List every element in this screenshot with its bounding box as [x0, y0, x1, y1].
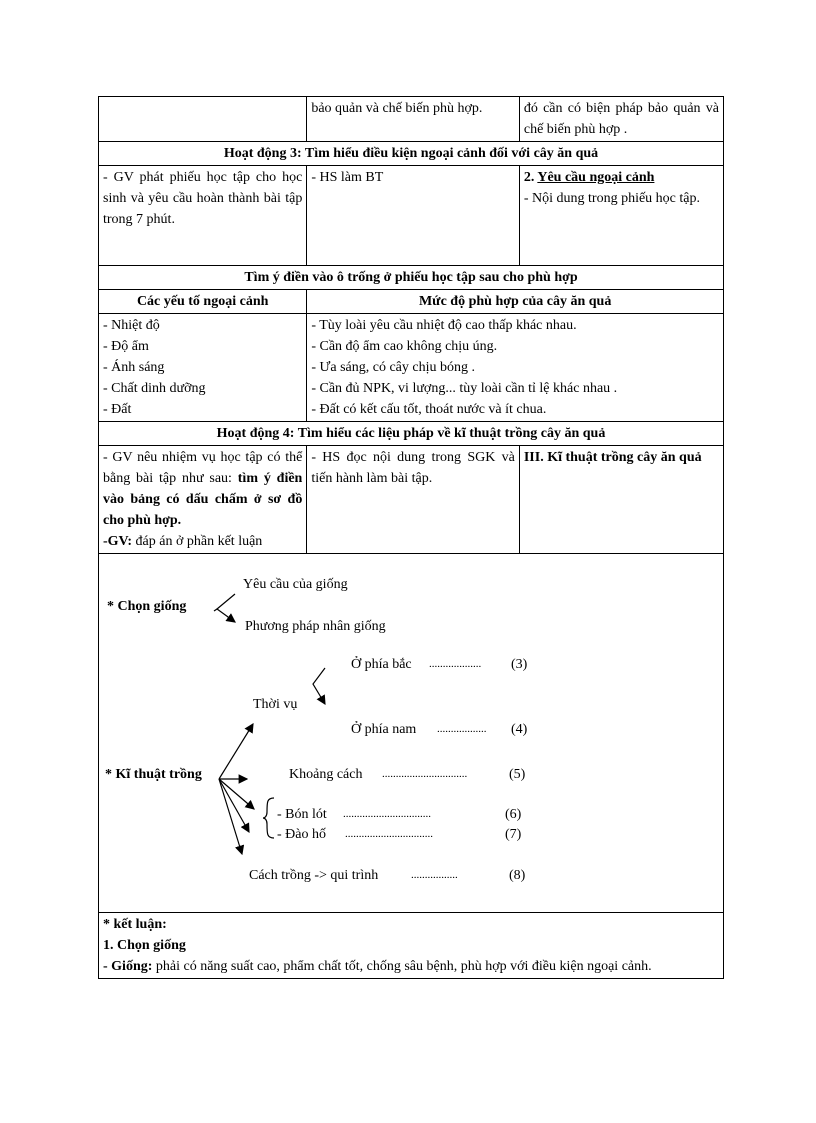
factor-item: - Chất dinh dưỡng: [103, 381, 206, 396]
phia-bac-label: Ở phía bắc: [351, 657, 412, 672]
level-item: - Đất có kết cấu tốt, thoát nước và ít chua.: [311, 402, 547, 417]
cach-trong-dots: .................: [411, 869, 458, 881]
ky-thuat-label: * Kĩ thuật trồng: [105, 767, 202, 782]
worksheet-col2-header: Mức độ phù hợp của cây ăn quả: [307, 290, 724, 314]
activity4-content-text: III. Kĩ thuật trồng cây ăn quả: [523, 450, 702, 465]
dao-ho-label: - Đào hố: [277, 827, 326, 842]
top-row-col2: bảo quản và chế biến phù hợp.: [307, 97, 520, 142]
conclusion-heading: * kết luận:: [103, 917, 167, 932]
factor-item: - Độ ẩm: [103, 339, 149, 354]
conclusion: [99, 913, 724, 979]
factor-item: - Đất: [103, 402, 132, 417]
activity3-content-text: - Nội dung trong phiếu học tập.: [523, 191, 700, 206]
thoi-vu-label: Thời vụ: [253, 697, 298, 712]
brace: [263, 798, 274, 838]
chon-giong-label: * Chọn giống: [107, 599, 187, 614]
activity4-teacher-bold: tìm ý điền vào bảng có dấu chấm ở sơ đồ cho phù hợp.: [103, 471, 303, 528]
activity3-teacher: - GV phát phiếu học tập cho học sinh và yêu cầu hoàn thành bài tập trong 7 phút.: [99, 166, 307, 266]
phia-bac-dots: ...................: [429, 658, 482, 670]
empty-cell: [99, 97, 307, 142]
phia-nam-number: (4): [511, 722, 528, 737]
table-row: [99, 97, 724, 142]
document-page: [98, 96, 724, 979]
worksheet-factors: [99, 314, 307, 422]
cach-trong-label: Cách trồng -> qui trình: [249, 868, 379, 883]
table-row: [99, 554, 724, 913]
activity3-title: Hoạt động 3: Tìm hiểu điều kiện ngoại cảnh đối với cây ăn quả: [99, 142, 724, 166]
level-item: - Tùy loài yêu cầu nhiệt độ cao thấp khác nhau.: [311, 318, 577, 333]
level-item: - Cần đủ NPK, vi lượng... tùy loài cần tỉ lệ khác nhau .: [311, 381, 618, 396]
table-row: [99, 913, 724, 979]
activity4-title: Hoạt động 4: Tìm hiểu các liệu pháp về kĩ thuật trồng cây ăn quả: [99, 422, 724, 446]
bon-lot-number: (6): [505, 807, 522, 822]
level-item: - Ưa sáng, có cây chịu bóng .: [311, 360, 475, 375]
worksheet-levels: [307, 314, 724, 422]
phia-nam-dots: ..................: [437, 723, 487, 735]
activity4-gv-text: đáp án ở phần kết luận: [135, 534, 263, 549]
table-row: [99, 314, 724, 422]
cach-trong-number: (8): [509, 868, 526, 883]
table-row: [99, 142, 724, 166]
bon-lot-label: - Bón lót: [277, 807, 327, 822]
worksheet-col1-header: Các yếu tố ngoại cảnh: [99, 290, 307, 314]
arrow: [219, 724, 253, 779]
table-row: [99, 266, 724, 290]
arrow: [219, 779, 242, 854]
top-row-col3: đó cần có biện pháp bảo quản và chế biến phù hợp .: [519, 97, 723, 142]
khoang-cach-dots: ...............................: [382, 768, 468, 780]
conclusion-text: - Giống: phải có năng suất cao, phẩm chất tốt, chống sâu bệnh, phù hợp với điều kiện ngoại cảnh.: [103, 959, 652, 974]
factor-item: - Ánh sáng: [103, 360, 165, 375]
activity4-gv-label: -GV:: [103, 534, 133, 549]
table-row: [99, 166, 724, 266]
activity3-content-heading: 2. Yêu cầu ngoại cảnh: [523, 170, 655, 185]
dao-ho-number: (7): [505, 827, 522, 842]
table-row: [99, 446, 724, 554]
level-item: - Cần độ ẩm cao không chịu úng.: [311, 339, 498, 354]
bon-lot-dots: ................................: [343, 808, 431, 820]
activity3-student: - HS làm BT: [307, 166, 520, 266]
phia-nam-label: Ở phía nam: [351, 722, 417, 737]
khoang-cach-label: Khoảng cách: [289, 767, 363, 782]
technique-diagram: [99, 554, 724, 913]
lesson-table: [98, 96, 724, 979]
arrow: [217, 594, 235, 622]
activity4-teacher-text: - GV nêu nhiệm vụ học tập có thể bằng bài tập như sau:: [103, 450, 303, 486]
dao-ho-dots: ................................: [345, 828, 433, 840]
phia-bac-number: (3): [511, 657, 528, 672]
arrow: [313, 668, 325, 704]
table-row: [99, 422, 724, 446]
activity4-content: [519, 446, 723, 554]
worksheet-title: Tìm ý điền vào ô trống ở phiếu học tập sau cho phù hợp: [99, 266, 724, 290]
activity3-content: [519, 166, 723, 266]
conclusion-sub: 1. Chọn giống: [103, 938, 186, 953]
activity4-student: - HS đọc nội dung trong SGK và tiến hành làm bài tập.: [307, 446, 520, 554]
activity4-teacher: [99, 446, 307, 554]
arrow: [219, 779, 249, 832]
phuong-phap-label: Phương pháp nhân giống: [245, 619, 386, 634]
khoang-cach-number: (5): [509, 767, 526, 782]
arrow: [219, 779, 254, 809]
factor-item: - Nhiệt độ: [103, 318, 160, 333]
yeu-cau-label: Yêu cầu của giống: [243, 577, 348, 592]
table-row: [99, 290, 724, 314]
